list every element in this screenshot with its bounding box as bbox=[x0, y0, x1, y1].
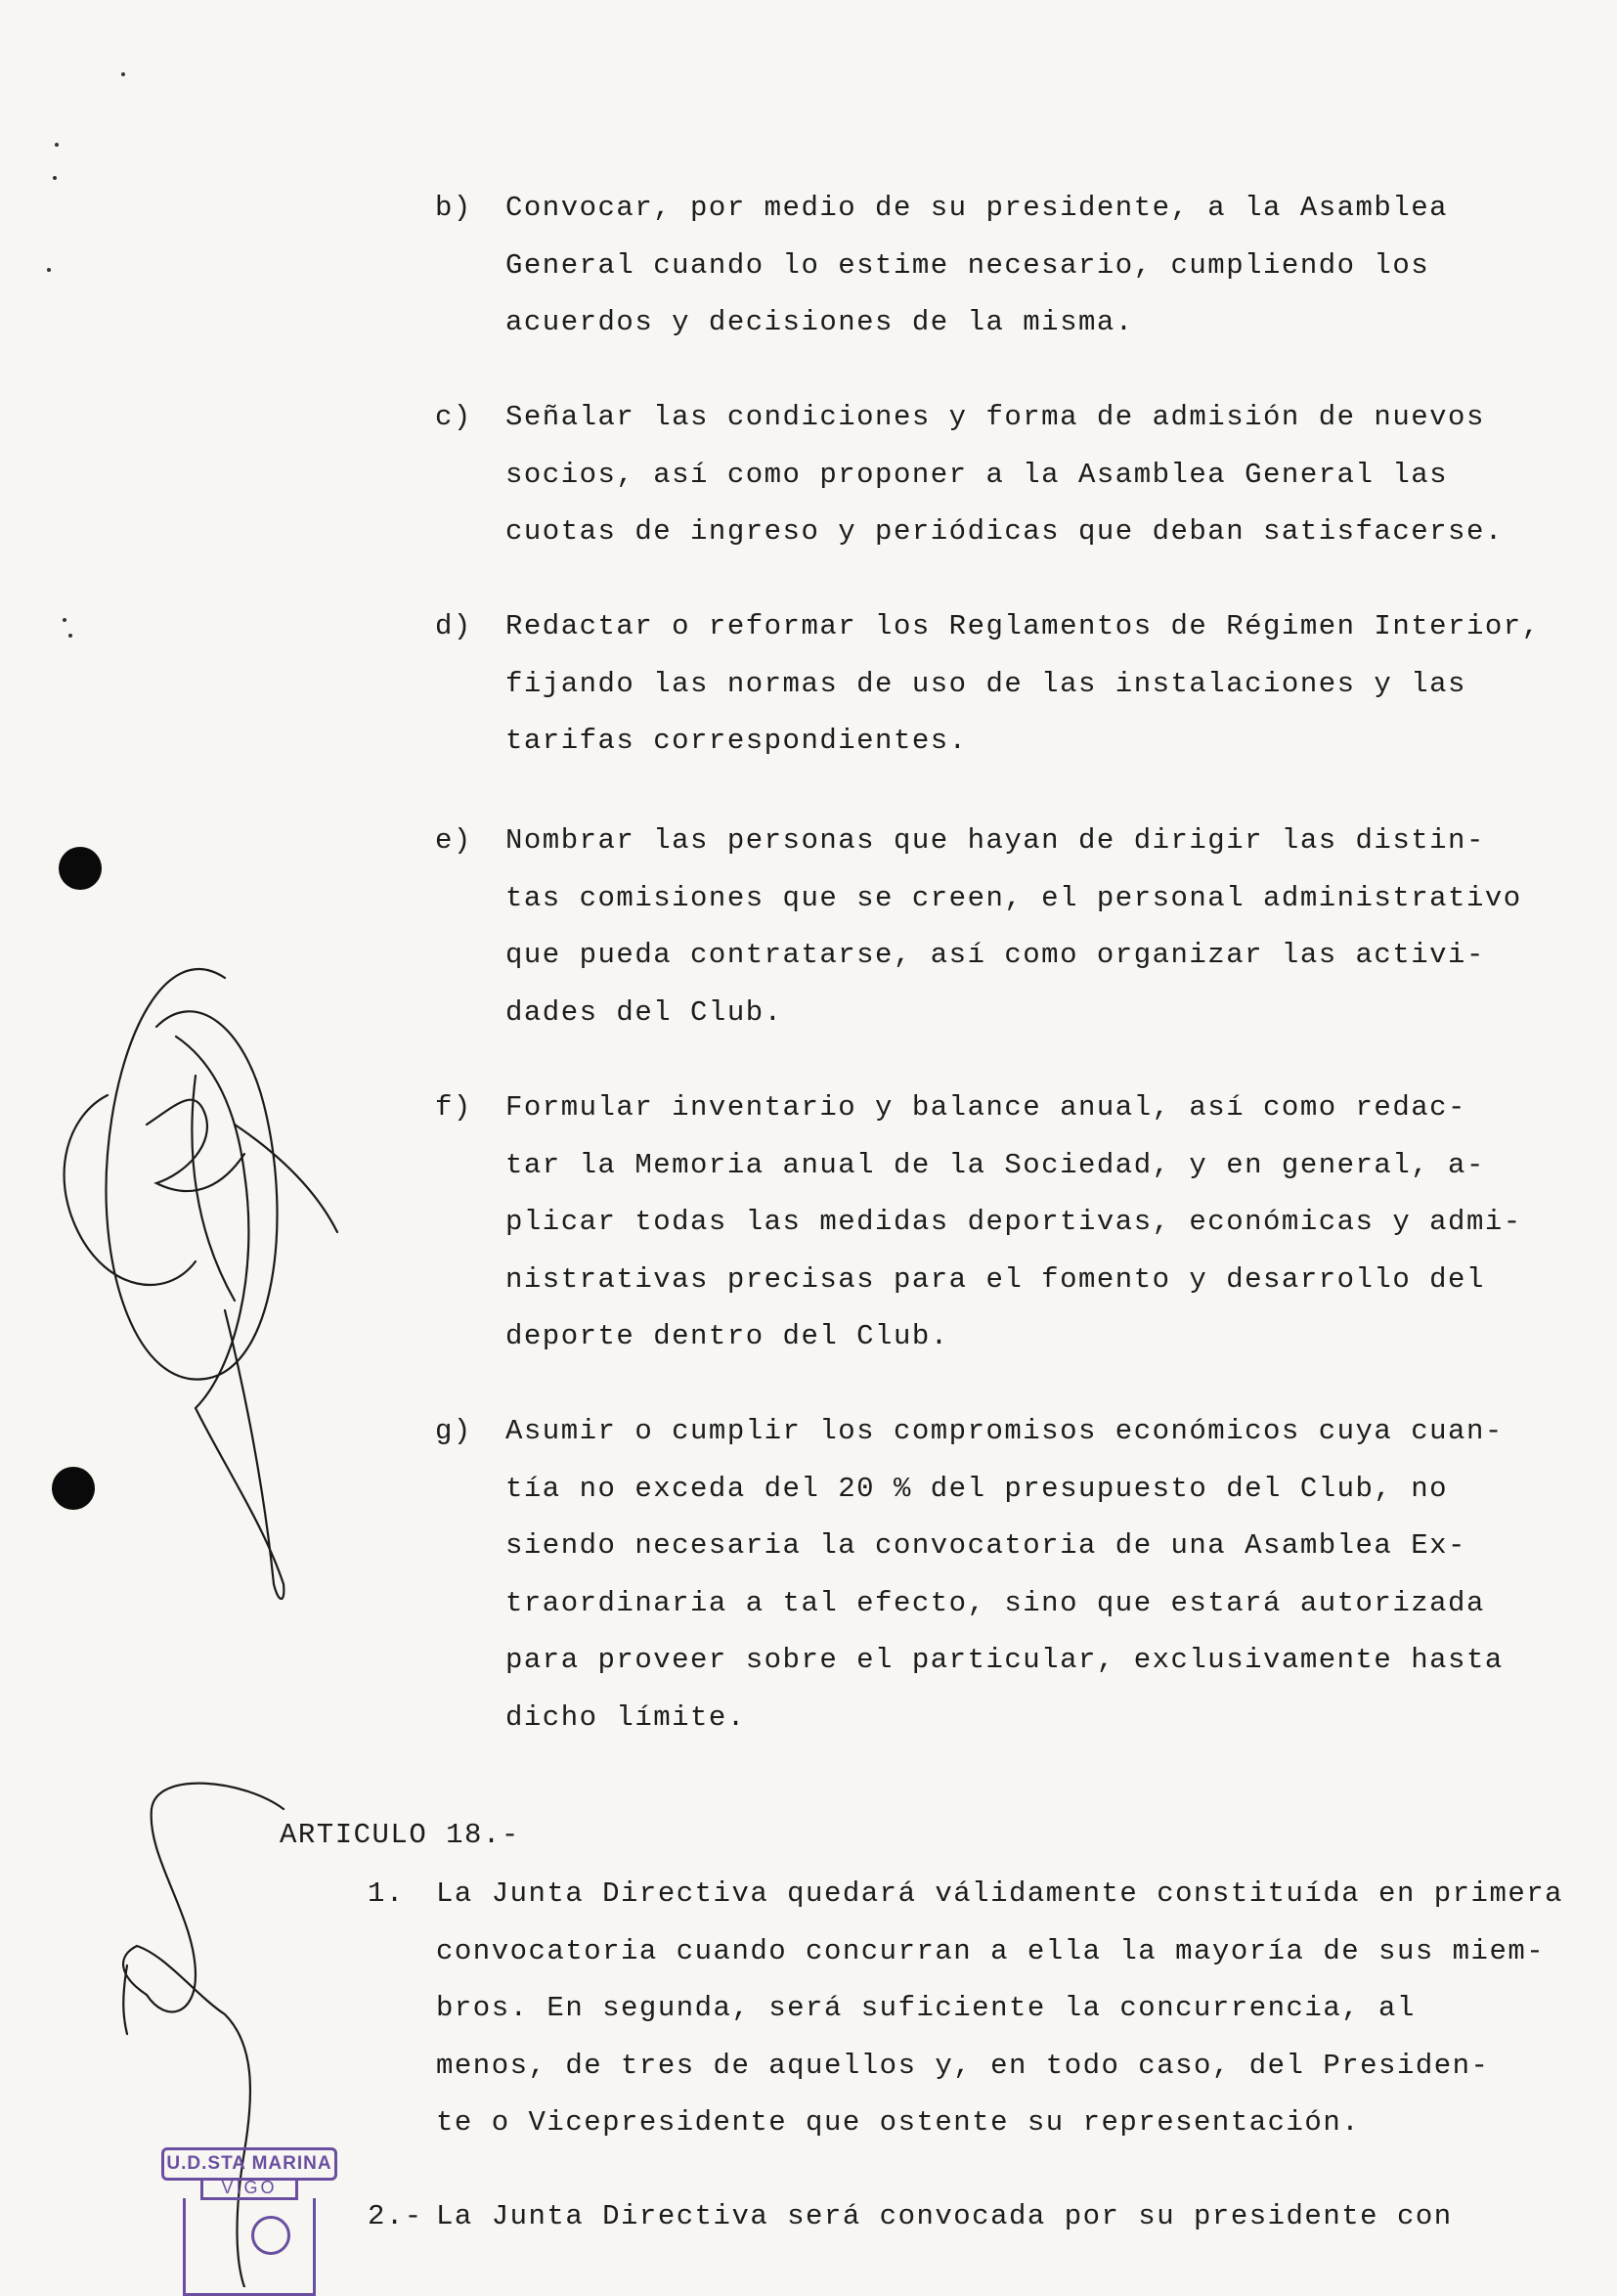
stamp-city-text: VIGO bbox=[200, 2179, 298, 2200]
point-line: La Junta Directiva quedará válidamente constituída en primera bbox=[436, 1877, 1564, 1910]
signature-stroke bbox=[147, 1100, 244, 1191]
club-stamp bbox=[161, 2147, 337, 2294]
item-line: tarifas correspondientes. bbox=[505, 725, 968, 757]
item-label: g) bbox=[435, 1415, 472, 1447]
point-line: convocatoria cuando concurran a ella la mayoría de sus miem- bbox=[436, 1934, 1546, 1967]
speck bbox=[121, 72, 125, 76]
article-heading: ARTICULO 18.- bbox=[280, 1819, 520, 1851]
speck bbox=[68, 634, 72, 638]
speck bbox=[53, 176, 57, 180]
item-line: dades del Club. bbox=[505, 995, 783, 1029]
speck bbox=[47, 268, 51, 272]
signature-stroke bbox=[65, 1095, 196, 1285]
item-line: tar la Memoria anual de la Sociedad, y en general, a- bbox=[505, 1148, 1485, 1181]
item-line: dicho límite. bbox=[505, 1700, 746, 1734]
item-line: General cuando lo estime necesario, cumpliendo los bbox=[505, 248, 1430, 282]
point-label: 2.- bbox=[368, 2200, 423, 2232]
item-line: fijando las normas de uso de las instalaciones y las bbox=[505, 667, 1466, 700]
punch-hole-bottom bbox=[52, 1467, 95, 1510]
speck bbox=[63, 618, 66, 622]
item-line: plicar todas las medidas deportivas, económicas y admi- bbox=[505, 1206, 1522, 1238]
item-label: f) bbox=[435, 1091, 472, 1124]
point-line: menos, de tres de aquellos y, en todo caso, del Presiden- bbox=[436, 2049, 1490, 2082]
point-label: 1. bbox=[368, 1877, 405, 1910]
item-label: b) bbox=[435, 192, 472, 224]
item-line: deporte dentro del Club. bbox=[505, 1320, 949, 1352]
item-line: Asumir o cumplir los compromisos económicos cuya cuan- bbox=[505, 1415, 1504, 1447]
item-line: que pueda contratarse, así como organizar las activi- bbox=[505, 939, 1485, 971]
item-line: siendo necesaria la convocatoria de una Asamblea Ex- bbox=[505, 1529, 1466, 1562]
signature-stroke bbox=[192, 1076, 235, 1301]
item-label: e) bbox=[435, 824, 472, 857]
item-line: tía no exceda del 20 % del presupuesto del Club, no bbox=[505, 1472, 1449, 1505]
item-line: traordinaria a tal efecto, sino que estará autorizada bbox=[505, 1586, 1485, 1619]
point-line: La Junta Directiva será convocada por su presidente con bbox=[436, 2200, 1453, 2232]
item-line: tas comisiones que se creen, el personal administrativo bbox=[505, 881, 1522, 914]
signature-stroke bbox=[235, 1125, 337, 1232]
point-line: te o Vicepresidente que ostente su representación. bbox=[436, 2106, 1361, 2139]
item-line: socios, así como proponer a la Asamblea General las bbox=[505, 458, 1449, 491]
signature-stroke bbox=[176, 1037, 284, 1584]
item-line: Redactar o reformar los Reglamentos de Régimen Interior, bbox=[505, 610, 1541, 642]
item-line: para proveer sobre el particular, exclusivamente hasta bbox=[505, 1644, 1504, 1676]
item-line: nistrativas precisas para el fomento y desarrollo del bbox=[505, 1262, 1485, 1296]
item-line: Convocar, por medio de su presidente, a la Asamblea bbox=[505, 192, 1449, 224]
item-line: Formular inventario y balance anual, así como redac- bbox=[505, 1091, 1466, 1124]
signature-stroke bbox=[225, 1310, 284, 1599]
stamp-shield bbox=[183, 2198, 316, 2296]
punch-hole-top bbox=[59, 847, 102, 890]
item-label: d) bbox=[435, 610, 472, 642]
speck bbox=[55, 143, 59, 147]
stamp-top-text: U.D.STA MARINA bbox=[161, 2147, 337, 2181]
signature-stroke bbox=[106, 969, 277, 1380]
signature-stroke bbox=[147, 1784, 284, 2012]
item-label: c) bbox=[435, 401, 472, 433]
signature-stroke bbox=[123, 1965, 127, 2034]
item-line: Señalar las condiciones y forma de admisión de nuevos bbox=[505, 401, 1485, 433]
point-line: bros. En segunda, será suficiente la concurrencia, al bbox=[436, 1992, 1416, 2024]
football-icon bbox=[251, 2216, 290, 2255]
item-line: cuotas de ingreso y periódicas que deban satisfacerse. bbox=[505, 515, 1504, 548]
item-line: Nombrar las personas que hayan de dirigir las distin- bbox=[505, 824, 1485, 857]
item-line: acuerdos y decisiones de la misma. bbox=[505, 306, 1134, 338]
